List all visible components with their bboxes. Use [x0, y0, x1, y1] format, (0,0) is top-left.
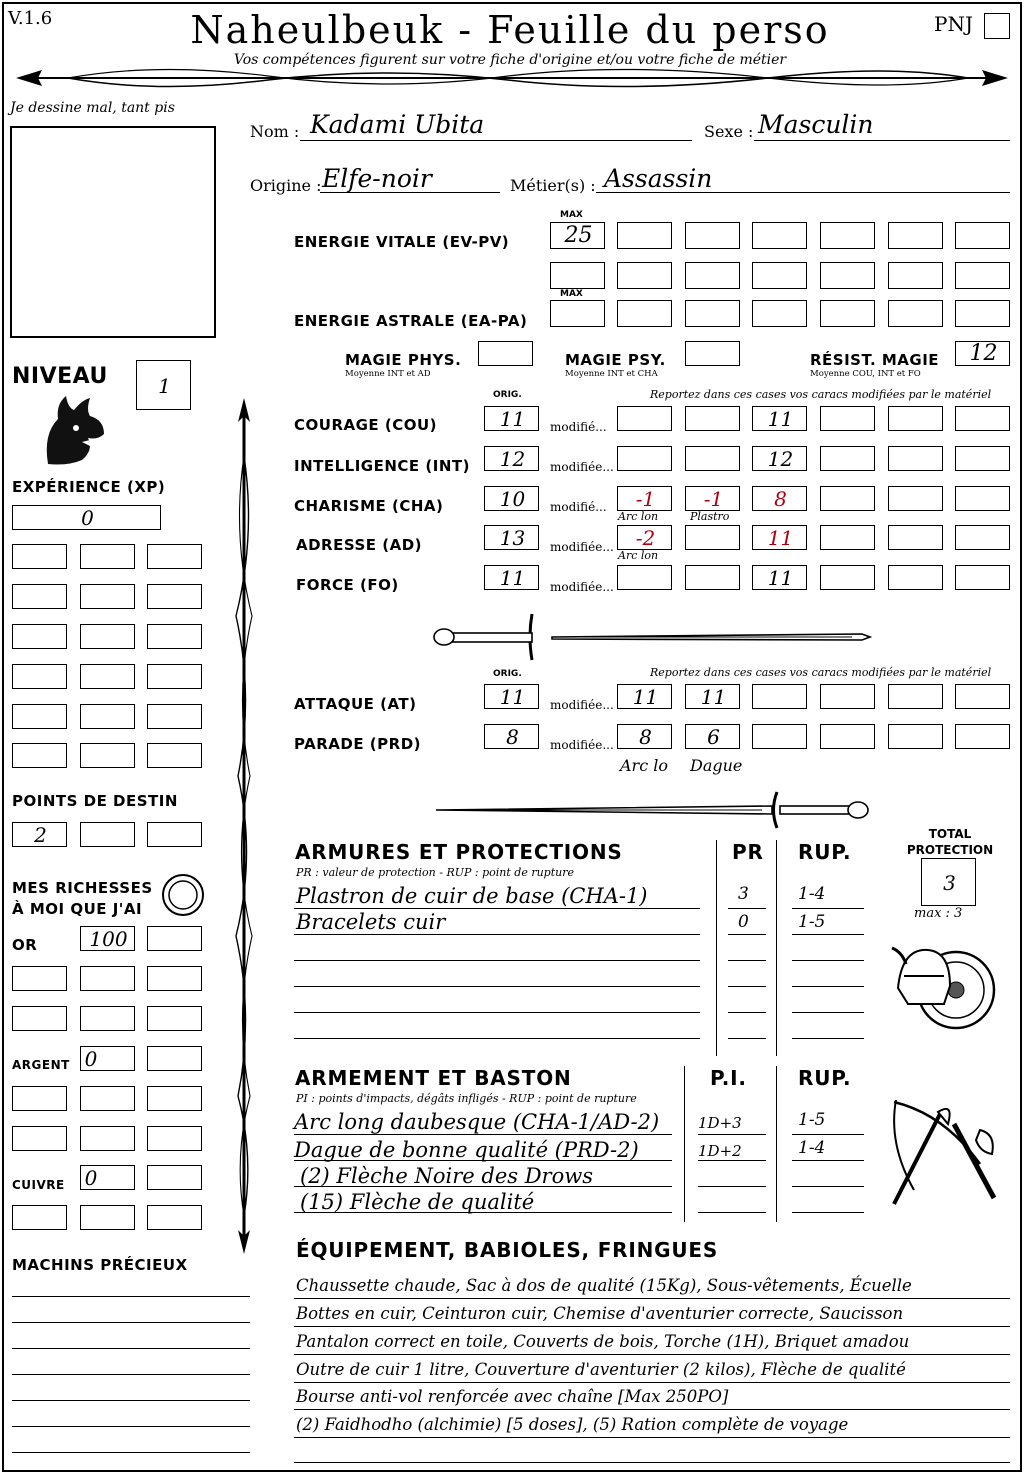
- modified-label: modifiée...: [550, 698, 614, 712]
- name-value[interactable]: Kadami Ubita: [310, 110, 485, 139]
- portrait-box[interactable]: [10, 126, 216, 338]
- stat-label-ad: ADRESSE (AD): [296, 536, 423, 554]
- stat-mod-box[interactable]: [888, 565, 943, 590]
- sword-ornament: [432, 612, 872, 662]
- silver-box[interactable]: [80, 1086, 135, 1111]
- stat-orig-box[interactable]: 12: [484, 446, 539, 471]
- stat-mod-box[interactable]: [820, 486, 875, 511]
- ev-box[interactable]: [617, 262, 672, 289]
- attack-label: ATTAQUE (AT): [294, 695, 417, 713]
- xp-box[interactable]: [12, 624, 67, 649]
- stat-label-cha: CHARISME (CHA): [294, 497, 444, 515]
- xp-box[interactable]: [80, 704, 135, 729]
- modifier-source: Arc lo: [620, 756, 668, 775]
- armor-row-rup[interactable]: 1-4: [798, 884, 826, 904]
- xp-box[interactable]: [147, 704, 202, 729]
- ea-box[interactable]: [820, 300, 875, 327]
- stat-orig-box[interactable]: 11: [484, 406, 539, 431]
- copper-box[interactable]: [147, 1165, 202, 1190]
- armor-pr-header: PR: [732, 840, 764, 864]
- sword-ornament: [432, 790, 872, 830]
- wealth-label: MES RICHESSES À MOI QUE J'AI: [12, 879, 153, 918]
- xp-box[interactable]: [12, 584, 67, 609]
- parry-orig-box[interactable]: 8: [484, 724, 539, 749]
- header-subtitle: Vos compétences figurent sur votre fiche d'origine et/ou votre fiche de métier: [233, 52, 787, 68]
- name-label: Nom :: [250, 122, 300, 141]
- stat-mod-box[interactable]: [888, 486, 943, 511]
- combat-note: Reportez dans ces cases vos caracs modifiées par le matériel: [650, 666, 992, 679]
- ev-label: ENERGIE VITALE (EV-PV): [294, 233, 510, 251]
- xp-box[interactable]: [147, 584, 202, 609]
- equipment-line[interactable]: Pantalon correct en toile, Couverts de bois, Torche (1H), Briquet amadou: [296, 1332, 910, 1351]
- silver-box[interactable]: [147, 1046, 202, 1071]
- stat-mod-box[interactable]: [955, 525, 1010, 550]
- weapon-row-pi[interactable]: 1D+2: [698, 1142, 742, 1160]
- weapon-row-name[interactable]: Arc long daubesque (CHA-1/AD-2): [294, 1110, 660, 1134]
- ev-box[interactable]: [550, 262, 605, 289]
- weapon-row-name[interactable]: (2) Flèche Noire des Drows: [300, 1164, 593, 1188]
- ea-max-label: MAX: [560, 289, 583, 299]
- sheet-title: Naheulbeuk - Feuille du perso: [190, 8, 830, 52]
- parry-mod-box[interactable]: [888, 724, 943, 749]
- attack-mod-box[interactable]: 11: [685, 684, 740, 709]
- stat-mod-box[interactable]: 12: [752, 446, 807, 471]
- magic-psy-label: MAGIE PSY.: [565, 351, 666, 369]
- ev-box[interactable]: [685, 262, 740, 289]
- destiny-label: POINTS DE DESTIN: [12, 792, 178, 810]
- attack-mod-box[interactable]: [888, 684, 943, 709]
- xp-box[interactable]: [147, 624, 202, 649]
- portrait-caption: Je dessine mal, tant pis: [10, 100, 175, 116]
- copper-box[interactable]: [12, 1205, 67, 1230]
- xp-box[interactable]: [80, 584, 135, 609]
- magic-phys-note: Moyenne INT et AD: [345, 369, 431, 379]
- ev-max-label: MAX: [560, 210, 583, 220]
- pnj-checkbox[interactable]: [984, 13, 1010, 39]
- xp-box[interactable]: [147, 743, 202, 768]
- silver-box[interactable]: [147, 1126, 202, 1151]
- ea-max-box[interactable]: [550, 300, 605, 327]
- orig-label: ORIG.: [493, 390, 522, 400]
- stat-mod-box[interactable]: -2: [617, 525, 672, 550]
- xp-box[interactable]: [12, 704, 67, 729]
- armor-row-pr[interactable]: 3: [738, 884, 749, 904]
- stat-mod-box[interactable]: 11: [752, 565, 807, 590]
- stat-mod-box[interactable]: [820, 406, 875, 431]
- total-protection-max: max : 3: [914, 906, 963, 921]
- xp-box[interactable]: [12, 544, 67, 569]
- gold-box[interactable]: 100: [80, 926, 135, 951]
- stat-orig-box[interactable]: 11: [484, 565, 539, 590]
- ev-box[interactable]: [752, 222, 807, 249]
- weapon-row-rup[interactable]: 1-5: [798, 1110, 826, 1130]
- stat-mod-box[interactable]: [820, 446, 875, 471]
- attack-mod-box[interactable]: 11: [617, 684, 672, 709]
- resist-magic-note: Moyenne COU, INT et FO: [810, 369, 921, 379]
- attack-orig-box[interactable]: 11: [484, 684, 539, 709]
- ev-box[interactable]: [752, 262, 807, 289]
- gold-label: OR: [12, 936, 38, 954]
- modifier-source: Arc lon: [618, 549, 659, 562]
- stat-mod-box[interactable]: [955, 486, 1010, 511]
- copper-label: CUIVRE: [12, 1178, 65, 1192]
- ea-label: ENERGIE ASTRALE (EA-PA): [294, 312, 528, 330]
- parry-mod-box[interactable]: [752, 724, 807, 749]
- stat-label-fo: FORCE (FO): [296, 576, 399, 594]
- stat-label-cou: COURAGE (COU): [294, 416, 438, 434]
- modified-label: modifié...: [550, 420, 607, 434]
- xp-box[interactable]: [80, 743, 135, 768]
- ea-box[interactable]: [888, 300, 943, 327]
- stat-mod-box[interactable]: [685, 446, 740, 471]
- silver-label: ARGENT: [12, 1058, 70, 1072]
- magic-psy-box[interactable]: [685, 341, 740, 366]
- xp-total-box[interactable]: 0: [12, 505, 161, 530]
- stat-mod-box[interactable]: [888, 525, 943, 550]
- crossed-weapons-icon: [884, 1094, 1004, 1210]
- equipment-line[interactable]: Bourse anti-vol renforcée avec chaîne [Max 250PO]: [296, 1387, 729, 1406]
- job-value[interactable]: Assassin: [604, 164, 713, 193]
- spear-vertical-ornament: [228, 396, 260, 1256]
- silver-box[interactable]: [147, 1086, 202, 1111]
- coin-icon: [160, 872, 206, 918]
- equipment-line[interactable]: (2) Faidhodho (alchimie) [5 doses], (5) Ration complète de voyage: [296, 1415, 849, 1434]
- silver-box[interactable]: [12, 1086, 67, 1111]
- modified-label: modifiée...: [550, 540, 614, 554]
- stat-mod-box[interactable]: [820, 525, 875, 550]
- sex-value[interactable]: Masculin: [758, 110, 874, 139]
- stat-mod-box[interactable]: [685, 565, 740, 590]
- stat-mod-box[interactable]: 11: [752, 406, 807, 431]
- stat-mod-box[interactable]: [955, 406, 1010, 431]
- stat-mod-box[interactable]: [617, 446, 672, 471]
- parry-mod-box[interactable]: 6: [685, 724, 740, 749]
- stat-label-int: INTELLIGENCE (INT): [294, 457, 470, 475]
- copper-box[interactable]: 0: [80, 1165, 135, 1190]
- stat-mod-box[interactable]: [888, 446, 943, 471]
- modifier-source: Plastro: [690, 510, 730, 523]
- modified-label: modifiée...: [550, 738, 614, 752]
- ev-box[interactable]: [955, 222, 1010, 249]
- xp-label: EXPÉRIENCE (XP): [12, 478, 166, 496]
- armor-rup-header: RUP.: [798, 840, 852, 864]
- stat-mod-box[interactable]: [955, 446, 1010, 471]
- magic-phys-label: MAGIE PHYS.: [345, 351, 462, 369]
- weapons-rup-header: RUP.: [798, 1066, 852, 1090]
- equipment-line[interactable]: Chaussette chaude, Sac à dos de qualité (15Kg), Sous-vêtements, Écuelle: [296, 1276, 912, 1295]
- stat-mod-box[interactable]: [820, 565, 875, 590]
- ev-box[interactable]: [955, 262, 1010, 289]
- attack-mod-box[interactable]: [820, 684, 875, 709]
- weapon-row-rup[interactable]: 1-4: [798, 1138, 826, 1158]
- stat-mod-box[interactable]: [888, 406, 943, 431]
- ev-box[interactable]: [888, 262, 943, 289]
- stat-orig-box[interactable]: 13: [484, 525, 539, 550]
- silver-box[interactable]: [80, 1126, 135, 1151]
- stat-mod-box[interactable]: [617, 406, 672, 431]
- ev-box[interactable]: [820, 222, 875, 249]
- ea-box[interactable]: [685, 300, 740, 327]
- magic-psy-note: Moyenne INT et CHA: [565, 369, 658, 379]
- modified-label: modifié...: [550, 500, 607, 514]
- gold-box[interactable]: [12, 966, 67, 991]
- resist-magic-box[interactable]: 12: [955, 341, 1010, 366]
- ev-max-box[interactable]: 25: [550, 222, 605, 249]
- modifier-source: Arc lon: [618, 510, 659, 523]
- xp-box[interactable]: [80, 544, 135, 569]
- destiny-box[interactable]: [147, 822, 202, 847]
- stat-mod-box[interactable]: [617, 565, 672, 590]
- total-protection-label: TOTAL PROTECTION: [906, 827, 994, 857]
- level-box[interactable]: 1: [136, 360, 191, 410]
- silver-box[interactable]: [12, 1126, 67, 1151]
- level-label: NIVEAU: [12, 364, 108, 389]
- gold-box[interactable]: [12, 1006, 67, 1031]
- stat-mod-box[interactable]: 8: [752, 486, 807, 511]
- weapon-row-name[interactable]: Dague de bonne qualité (PRD-2): [294, 1138, 639, 1162]
- armor-section-title: ARMURES ET PROTECTIONS: [295, 840, 623, 864]
- copper-box[interactable]: [80, 1205, 135, 1230]
- destiny-box[interactable]: 2: [12, 822, 67, 847]
- equipment-line[interactable]: Outre de cuir 1 litre, Couverture d'aventurier (2 kilos), Flèche de qualité: [296, 1360, 906, 1379]
- ea-box[interactable]: [955, 300, 1010, 327]
- stat-mod-box[interactable]: [955, 565, 1010, 590]
- stat-mod-box[interactable]: 11: [752, 525, 807, 550]
- ev-box[interactable]: [888, 222, 943, 249]
- xp-box[interactable]: [80, 624, 135, 649]
- parry-mod-box[interactable]: 8: [617, 724, 672, 749]
- gold-box[interactable]: [147, 1006, 202, 1031]
- parry-mod-box[interactable]: [955, 724, 1010, 749]
- modifier-source: Dague: [690, 756, 743, 775]
- dragon-icon: [38, 394, 108, 466]
- stat-mod-box[interactable]: [685, 525, 740, 550]
- total-protection-box[interactable]: 3: [921, 858, 976, 906]
- gold-box[interactable]: [147, 926, 202, 951]
- xp-box[interactable]: [80, 664, 135, 689]
- weapons-note: PI : points d'impacts, dégâts infligés - RUP : point de rupture: [296, 1092, 637, 1105]
- equipment-line[interactable]: Bottes en cuir, Ceinturon cuir, Chemise d'aventurier correcte, Saucisson: [296, 1304, 904, 1323]
- treasures-label: MACHINS PRÉCIEUX: [12, 1256, 188, 1274]
- modified-label: modifiée...: [550, 580, 614, 594]
- weapon-row-pi[interactable]: 1D+3: [698, 1114, 742, 1132]
- xp-box[interactable]: [147, 544, 202, 569]
- attack-mod-box[interactable]: [752, 684, 807, 709]
- spear-ornament-top: [8, 64, 1016, 94]
- destiny-box[interactable]: [80, 822, 135, 847]
- origin-value[interactable]: Elfe-noir: [322, 164, 432, 193]
- armor-row-name[interactable]: Bracelets cuir: [296, 910, 446, 934]
- helmet-shield-icon: [888, 928, 998, 1038]
- sex-label: Sexe :: [704, 122, 754, 141]
- stat-orig-box[interactable]: 10: [484, 486, 539, 511]
- ev-box[interactable]: [685, 222, 740, 249]
- modified-label: modifiée...: [550, 460, 614, 474]
- weapon-row-name[interactable]: (15) Flèche de qualité: [300, 1190, 535, 1214]
- ea-box[interactable]: [617, 300, 672, 327]
- job-label: Métier(s) :: [510, 176, 596, 195]
- armor-row-rup[interactable]: 1-5: [798, 912, 826, 932]
- pnj-label: PNJ: [934, 12, 973, 36]
- armor-row-name[interactable]: Plastron de cuir de base (CHA-1): [296, 884, 648, 908]
- stat-mod-box[interactable]: [685, 406, 740, 431]
- parry-label: PARADE (PRD): [294, 735, 422, 753]
- ev-box[interactable]: [617, 222, 672, 249]
- parry-mod-box[interactable]: [820, 724, 875, 749]
- magic-phys-box[interactable]: [478, 341, 533, 366]
- ea-box[interactable]: [752, 300, 807, 327]
- origin-label: Origine :: [250, 176, 322, 195]
- orig-label: ORIG.: [493, 669, 522, 679]
- xp-box[interactable]: [12, 664, 67, 689]
- armor-note: PR : valeur de protection - RUP : point de rupture: [296, 866, 574, 879]
- ev-box[interactable]: [820, 262, 875, 289]
- gold-box[interactable]: [80, 1006, 135, 1031]
- resist-magic-label: RÉSIST. MAGIE: [810, 351, 940, 369]
- stat-mod-box[interactable]: -1: [685, 486, 740, 511]
- weapons-section-title: ARMEMENT ET BASTON: [295, 1066, 572, 1090]
- xp-box[interactable]: [147, 664, 202, 689]
- gold-box[interactable]: [147, 966, 202, 991]
- version-label: V.1.6: [8, 8, 53, 29]
- stat-mod-box[interactable]: -1: [617, 486, 672, 511]
- stats-note: Reportez dans ces cases vos caracs modifiées par le matériel: [650, 388, 992, 401]
- equipment-section-title: ÉQUIPEMENT, BABIOLES, FRINGUES: [296, 1238, 719, 1262]
- copper-box[interactable]: [147, 1205, 202, 1230]
- silver-box[interactable]: 0: [80, 1046, 135, 1071]
- gold-box[interactable]: [80, 966, 135, 991]
- armor-row-pr[interactable]: 0: [738, 912, 749, 932]
- xp-box[interactable]: [12, 743, 67, 768]
- attack-mod-box[interactable]: [955, 684, 1010, 709]
- weapons-pi-header: P.I.: [710, 1066, 747, 1090]
